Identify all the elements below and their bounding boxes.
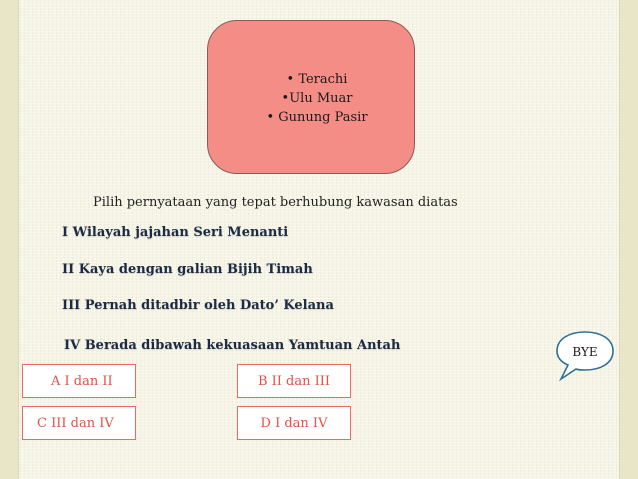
place-item: • Gunung Pasir <box>266 110 368 125</box>
option-c-label: C III dan IV <box>37 415 114 431</box>
option-b-label: B II dan III <box>257 373 331 389</box>
right-margin-strip <box>619 0 638 479</box>
option-c-button[interactable] <box>22 406 136 440</box>
statement-iii: III Pernah ditadbir oleh Dato’ Kelana <box>62 298 334 313</box>
places-list <box>214 70 420 127</box>
option-d-button[interactable] <box>237 406 351 440</box>
statement-ii: II Kaya dengan galian Bijih Timah <box>62 262 313 277</box>
option-b-button[interactable] <box>237 364 351 398</box>
left-margin-strip <box>0 0 19 479</box>
bye-label: BYE <box>572 345 598 359</box>
option-a-label: A I dan II <box>51 373 113 389</box>
place-item: •Ulu Muar <box>281 91 353 106</box>
statement-i: I Wilayah jajahan Seri Menanti <box>62 225 289 240</box>
option-a-button[interactable] <box>22 364 136 398</box>
question-text: Pilih pernyataan yang tepat berhubung kawasan diatas <box>93 195 458 210</box>
bye-button[interactable] <box>555 330 619 394</box>
option-d-label: D I dan IV <box>260 415 328 431</box>
speech-bubble-icon <box>555 330 619 394</box>
place-item: • Terachi <box>286 72 348 87</box>
statement-iv: IV Berada dibawah kekuasaan Yamtuan Antah <box>64 338 401 353</box>
places-card <box>207 20 415 174</box>
